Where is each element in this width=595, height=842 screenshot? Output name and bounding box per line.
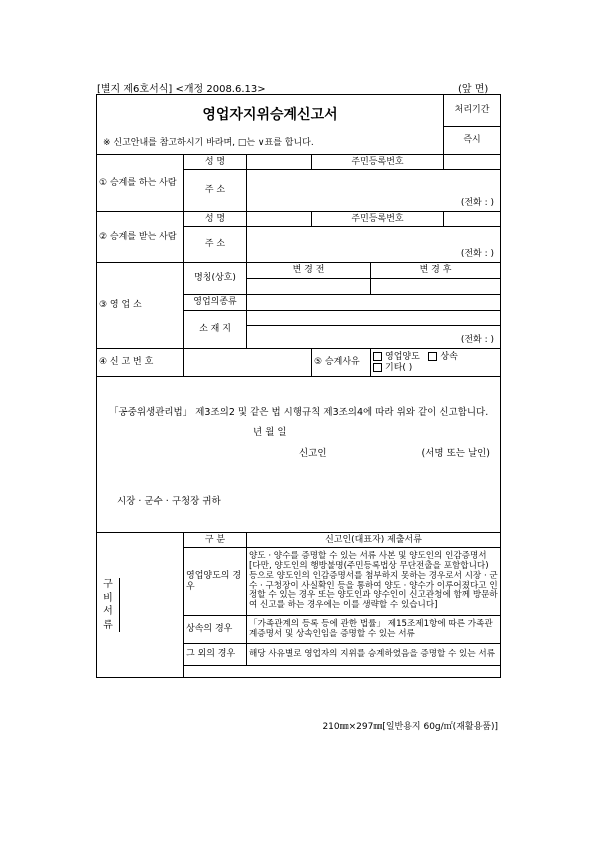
location-phone-field[interactable] xyxy=(247,326,501,349)
docs-category-header: 구 분 xyxy=(184,533,247,548)
title-cell xyxy=(97,95,444,127)
transferee-name-field[interactable] xyxy=(247,212,312,227)
checkbox-inheritance[interactable]: 상속 xyxy=(428,352,457,362)
checkbox-icon xyxy=(428,352,437,361)
report-number-label: ④ 신 고 번 호 xyxy=(97,349,184,377)
business-phone: (전화 : ) xyxy=(460,334,495,345)
reporter-label: 신고인 xyxy=(299,447,327,459)
checkbox-other[interactable]: 기타( ) xyxy=(373,363,412,373)
transferor-address-field[interactable] xyxy=(247,170,501,212)
location-label: 소 재 지 xyxy=(184,311,247,349)
declaration-date: 년 월 일 xyxy=(253,426,287,438)
report-form-table xyxy=(96,94,501,678)
succession-reason-options xyxy=(371,349,501,377)
checkbox-icon xyxy=(373,352,382,361)
required-docs-section xyxy=(97,533,184,678)
form-notice: ※ 신고안내를 참고하시기 바라며, □는 ∨표를 합니다. xyxy=(103,138,314,149)
transferee-name-label: 성 명 xyxy=(184,212,247,227)
docs-row-text: 「가족관계의 등록 등에 관한 법률」 제15조제1항에 따른 가족관계증명서 및 상속인임을 증명할 수 있는 서류 xyxy=(247,616,501,644)
before-change-label: 변 경 전 xyxy=(247,263,371,279)
docs-blank-row xyxy=(184,666,501,678)
transferee-resident-no-field[interactable] xyxy=(444,212,501,227)
checkbox-business-transfer[interactable]: 영업양도 xyxy=(373,352,420,362)
processing-period-value: 즉시 xyxy=(444,127,501,155)
notice-cell xyxy=(97,127,444,155)
business-type-label: 영업의종류 xyxy=(184,295,247,311)
docs-row-text: 양도 · 양수를 증명할 수 있는 서류 사본 및 양도인의 인감증명서[다만, 양도인의 행방불명(주민등록법상 무단전출을 포함합니다) 등으로 양도인의 인감증명서를 첨부하지 못하는 경우로서 시장 · 군수 · 구청장이 사실확인 등을 통하여 양도 · 양수가 이루어졌다고 인정할 수 있는 경우 또는 양도인과 양수인이 신고관청에 함께 방문하여 신고를 하는 경우에는 이를 생략할 수 있습니다] xyxy=(247,548,501,616)
declaration-text: 「공중위생관리법」 제3조의2 및 같은 법 시행규칙 제3조의4에 따라 위와 같이 신고합니다. xyxy=(109,407,489,418)
signature-note: (서명 또는 날인) xyxy=(421,447,491,459)
transferor-name-field[interactable] xyxy=(247,155,312,170)
business-name-after-field[interactable] xyxy=(371,279,501,295)
declaration-cell xyxy=(97,377,501,533)
docs-row-category: 영업양도의 경우 xyxy=(184,548,247,616)
transferee-address-field[interactable] xyxy=(247,227,501,263)
recipient: 시장 · 군수 · 구청장 귀하 xyxy=(117,495,221,507)
transferor-resident-no-field[interactable] xyxy=(444,155,501,170)
transferor-resident-no-label: 주민등록번호 xyxy=(312,155,444,170)
paper-spec: 210㎜×297㎜[일반용지 60g/㎡(재활용품)] xyxy=(322,722,498,732)
business-name-before-field[interactable] xyxy=(247,279,371,295)
form-title: 영업자지위승계신고서 xyxy=(202,106,338,123)
location-field[interactable] xyxy=(247,311,501,326)
business-label: ③ 영 업 소 xyxy=(97,263,184,349)
business-name-label: 명칭(상호) xyxy=(184,263,247,295)
docs-row-text: 해당 사유별로 영업자의 지위를 승계하였음을 증명할 수 있는 서류 xyxy=(247,644,501,666)
transferee-address-label: 주 소 xyxy=(184,227,247,263)
succession-reason-label: ⑤ 승계사유 xyxy=(312,349,371,377)
docs-row-category: 그 외의 경우 xyxy=(184,644,247,666)
page-side-label: (앞 면) xyxy=(458,84,489,95)
transferor-address-label: 주 소 xyxy=(184,170,247,212)
form-number: [별지 제6호서식] <개정 2008.6.13> xyxy=(97,84,266,95)
docs-row-category: 상속의 경우 xyxy=(184,616,247,644)
processing-period-label: 처리기간 xyxy=(444,95,501,127)
transferee-label: ② 승계를 받는 사람 xyxy=(97,212,184,263)
docs-header: 신고인(대표자) 제출서류 xyxy=(247,533,501,548)
transferee-phone: (전화 : ) xyxy=(460,248,495,259)
transferor-label: ① 승계를 하는 사람 xyxy=(97,155,184,212)
business-type-field[interactable] xyxy=(247,295,501,311)
transferor-phone: (전화 : ) xyxy=(460,197,495,208)
transferee-resident-no-label: 주민등록번호 xyxy=(312,212,444,227)
required-docs-title: 구비서류 xyxy=(103,579,113,631)
reporter-line xyxy=(103,449,494,463)
checkbox-icon xyxy=(373,363,382,372)
report-number-field[interactable] xyxy=(184,349,312,377)
required-docs-title-box xyxy=(97,578,120,632)
after-change-label: 변 경 후 xyxy=(371,263,501,279)
transferor-name-label: 성 명 xyxy=(184,155,247,170)
